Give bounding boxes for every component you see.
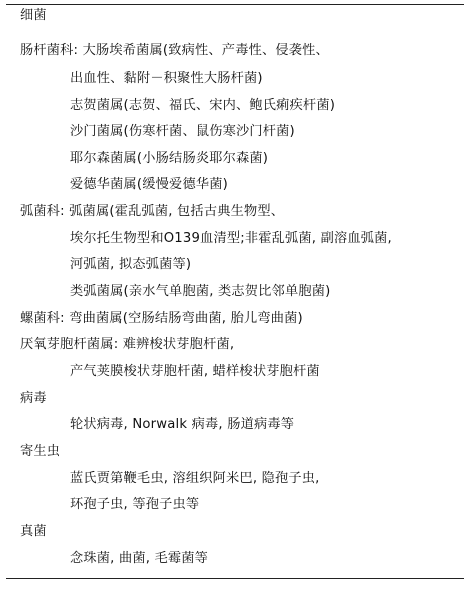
parasite-list: 蓝氏贾第鞭毛虫, 溶组织阿米巴, 隐孢子虫, xyxy=(70,471,320,486)
fungus-list: 念珠菌, 曲菌, 毛霉菌等 xyxy=(70,551,209,566)
virus-list: 轮状病毒, Norwalk 病毒, 肠道病毒等 xyxy=(70,417,295,432)
vibrionaceae-line: 弧菌科: 弧菌属(霍乱弧菌, 包括古典生物型、 xyxy=(20,204,285,219)
bacteria-heading: 细菌 xyxy=(20,8,47,23)
vibrionaceae-continuation-2: 河弧菌, 拟态弧菌等) xyxy=(70,257,192,272)
enterobacteriaceae-continuation: 出血性、黏附－积聚性大肠杆菌) xyxy=(70,71,263,86)
top-rule xyxy=(6,4,464,5)
enterobacteriaceae-line: 肠杆菌科: 大肠埃希菌属(致病性、产毒性、侵袭性、 xyxy=(20,43,329,58)
salmonella-line: 沙门菌属(伤寒杆菌、鼠伤寒沙门杆菌) xyxy=(70,124,295,139)
bottom-rule xyxy=(6,578,464,579)
edwardsiella-line: 爱德华菌属(缓慢爱德华菌) xyxy=(70,177,228,192)
shigella-line: 志贺菌属(志贺、福氏、宋内、鲍氏痢疾杆菌) xyxy=(70,98,336,113)
parasite-heading: 寄生虫 xyxy=(20,444,61,459)
parasite-list-continuation: 环孢子虫, 等孢子虫等 xyxy=(70,497,200,512)
clostridium-continuation: 产气荚膜梭状芽胞杆菌, 蜡样梭状芽胞杆菌 xyxy=(70,364,320,379)
spirillaceae-line: 螺菌科: 弯曲菌属(空肠结肠弯曲菌, 胎儿弯曲菌) xyxy=(20,311,303,326)
clostridium-line: 厌氧芽胞杆菌属: 难辨梭状芽胞杆菌, xyxy=(20,337,235,352)
plesiomonas-line: 类弧菌属(亲水气单胞菌, 类志贺比邻单胞菌) xyxy=(70,284,331,299)
vibrionaceae-continuation: 埃尔托生物型和O139血清型;非霍乱弧菌, 副溶血弧菌, xyxy=(70,231,392,246)
yersinia-line: 耶尔森菌属(小肠结肠炎耶尔森菌) xyxy=(70,151,269,166)
virus-heading: 病毒 xyxy=(20,391,47,406)
fungus-heading: 真菌 xyxy=(20,524,47,539)
